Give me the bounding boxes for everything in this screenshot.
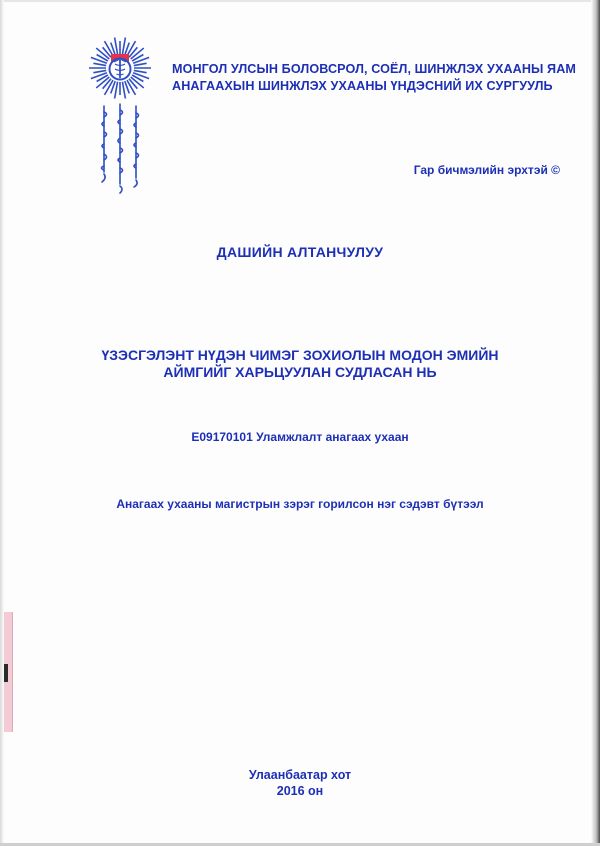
degree-description: Анагаах ухааны магистрын зэрэг горилсон нэг сэдэвт бүтээл [116, 497, 484, 511]
year: 2016 он [276, 784, 324, 798]
emblem-ray [115, 82, 118, 99]
ministry-name: МОНГОЛ УЛСЫН БОЛОВСРОЛ, СОЁЛ, ШИНЖЛЭХ УХААНЫ ЯАМ [172, 62, 576, 76]
emblem-ray [122, 37, 125, 54]
emblem-ray [115, 37, 118, 54]
mongolian-script-name-icon [92, 102, 152, 198]
emblem-ray [93, 70, 106, 72]
emblem-ray [122, 82, 125, 99]
thesis-title-line-1: ҮЗЭСГЭЛЭНТ НҮДЭН ЧИМЭГ ЗОХИОЛЫН МОДОН ЭМИЙН [101, 347, 499, 363]
thesis-title-line-2: АЙМГИЙГ ХАРЬЦУУЛАН СУДЛАСАН НЬ [163, 364, 437, 380]
emblem-ray [93, 63, 106, 65]
copyright-notice: Гар бичмэлийн эрхтэй © [413, 163, 560, 177]
city: Улаанбаатар хот [248, 768, 352, 782]
thesis-title [0, 347, 600, 381]
author-name: ДАШИЙН АЛТАНЧУЛУУ [216, 244, 384, 260]
library-bookmark-mark [4, 664, 8, 682]
emblem-ray [134, 70, 147, 72]
emblem-ray [134, 63, 147, 65]
place-and-year [0, 767, 600, 799]
university-sun-emblem-icon [88, 35, 152, 99]
university-name: АНАГААХЫН ШИНЖЛЭХ УХААНЫ ҮНДЭСНИЙ ИХ СУРГУУЛЬ [172, 79, 553, 93]
scan-edge-top [0, 0, 600, 2]
specialty-code: E09170101 Уламжлалт анагаах ухаан [191, 430, 409, 444]
scan-edge-right [591, 0, 600, 846]
ministry-header [172, 61, 576, 95]
